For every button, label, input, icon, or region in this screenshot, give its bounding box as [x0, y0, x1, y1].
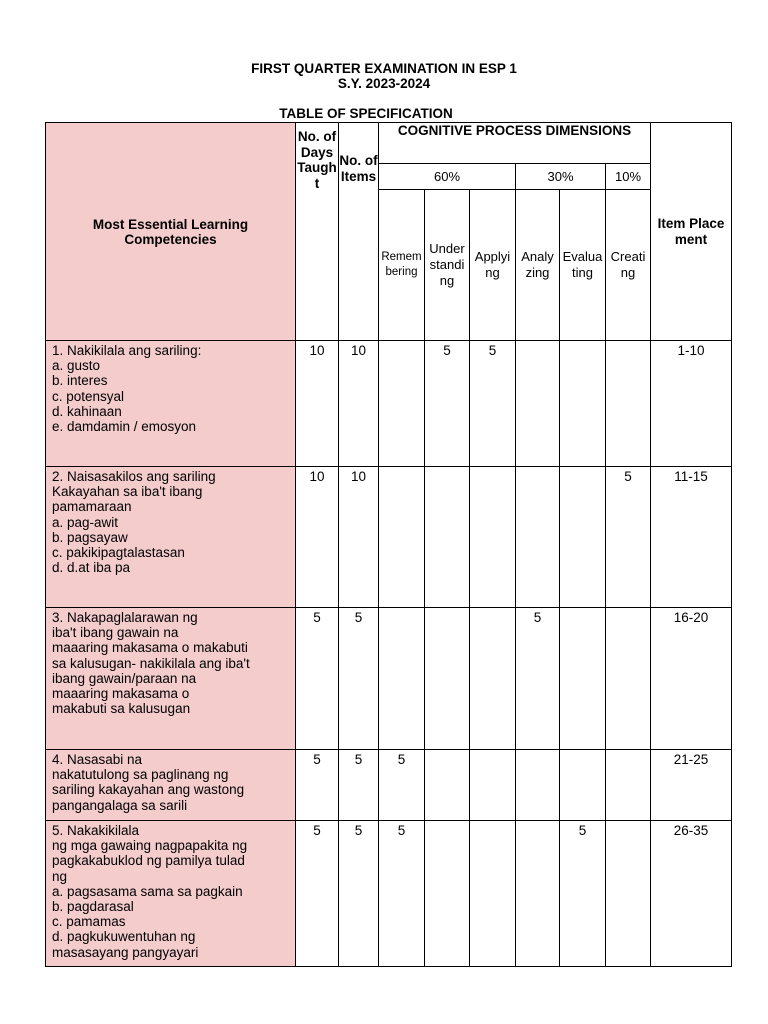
- competency-line: pamamaraan: [52, 499, 132, 515]
- header-analyzing: Analyzing: [516, 190, 560, 341]
- table-row: [46, 341, 732, 467]
- competency-cell: [46, 821, 296, 967]
- competency-line: 4. Nasasabi na: [52, 752, 143, 767]
- table-row: [46, 821, 732, 967]
- creating-cell: [606, 750, 651, 821]
- competency-line: e. damdamin / emosyon: [52, 419, 197, 435]
- competency-line: d. d.at iba pa: [52, 560, 131, 576]
- remembering-cell: [379, 608, 425, 750]
- remembering-cell: 5: [379, 821, 425, 967]
- competency-line: c. pamamas: [52, 914, 126, 930]
- understanding-cell: 5: [425, 341, 470, 467]
- header-percent-10: 10%: [606, 164, 651, 190]
- competency-line: a. pag-awit: [52, 514, 119, 530]
- analyzing-cell: [516, 467, 560, 608]
- remembering-cell: [379, 467, 425, 608]
- item-placement-cell: 11-15: [651, 467, 732, 608]
- creating-cell: [606, 608, 651, 750]
- item-placement-cell: 21-25: [651, 750, 732, 821]
- competency-line: ibang gawain/paraan na: [52, 670, 197, 686]
- understanding-cell: [425, 467, 470, 608]
- days-taught-cell: 5: [296, 608, 339, 750]
- applying-cell: 5: [470, 341, 516, 467]
- days-taught-cell: 5: [296, 821, 339, 967]
- competency-line: pagkakabuklod ng pamilya tulad: [52, 853, 245, 869]
- competency-line: c. potensyal: [52, 388, 125, 404]
- competency-line: iba't ibang gawain na: [52, 625, 179, 641]
- header-competencies: Most Essential Learning Competencies: [46, 123, 296, 341]
- specification-table: [45, 122, 732, 967]
- understanding-cell: [425, 608, 470, 750]
- competency-line: 2. Naisasakilos ang sariling: [52, 469, 216, 484]
- analyzing-cell: [516, 821, 560, 967]
- header-understanding: Understanding: [425, 190, 470, 341]
- competency-line: b. pagsayaw: [52, 529, 128, 545]
- competency-line: ng: [52, 868, 68, 884]
- header-percent-60: 60%: [379, 164, 516, 190]
- evaluating-cell: [560, 341, 606, 467]
- competency-line: 1. Nakikilala ang sariling:: [52, 343, 202, 358]
- competency-line: maaaring makasama o makabuti: [52, 640, 248, 656]
- analyzing-cell: [516, 341, 560, 467]
- no-of-items-cell: 5: [339, 821, 379, 967]
- understanding-cell: [425, 821, 470, 967]
- creating-cell: 5: [606, 467, 651, 608]
- applying-cell: [470, 608, 516, 750]
- item-placement-cell: 16-20: [651, 608, 732, 750]
- competency-line: maaaring makasama o: [52, 686, 190, 702]
- no-of-items-cell: 10: [339, 467, 379, 608]
- header-creating: Creating: [606, 190, 651, 341]
- competency-line: 5. Nakakikilala: [52, 823, 140, 838]
- header-evaluating: Evaluating: [560, 190, 606, 341]
- school-year: S.Y. 2023-2024: [337, 76, 431, 91]
- competency-line: sariling kakayahan ang wastong: [52, 782, 245, 798]
- table-row: [46, 467, 732, 608]
- header-cognitive-dimensions: COGNITIVE PROCESS DIMENSIONS: [379, 123, 651, 164]
- no-of-items-cell: 5: [339, 750, 379, 821]
- item-placement-cell: 26-35: [651, 821, 732, 967]
- remembering-cell: 5: [379, 750, 425, 821]
- days-taught-cell: 10: [296, 341, 339, 467]
- header-days-taught: No. of Days Taught: [296, 123, 339, 341]
- competency-line: a. gusto: [52, 358, 101, 374]
- evaluating-cell: [560, 608, 606, 750]
- header-no-of-items: No. of Items: [339, 123, 379, 341]
- days-taught-cell: 10: [296, 467, 339, 608]
- competency-cell: [46, 467, 296, 608]
- competency-line: pangangalaga sa sarili: [52, 797, 188, 813]
- competency-line: b. interes: [52, 373, 108, 389]
- analyzing-cell: [516, 750, 560, 821]
- creating-cell: [606, 341, 651, 467]
- creating-cell: [606, 821, 651, 967]
- competency-cell: [46, 608, 296, 750]
- competency-line: masasayang pangyayari: [52, 944, 199, 960]
- header-item-placement: Item Placement: [651, 123, 732, 341]
- competency-line: sa kalusugan- nakikilala ang iba't: [52, 655, 250, 671]
- analyzing-cell: 5: [516, 608, 560, 750]
- competency-cell: [46, 341, 296, 467]
- item-placement-cell: 1-10: [651, 341, 732, 467]
- competency-line: ng mga gawaing nagpapakita ng: [52, 838, 248, 854]
- evaluating-cell: [560, 467, 606, 608]
- no-of-items-cell: 5: [339, 608, 379, 750]
- days-taught-cell: 5: [296, 750, 339, 821]
- no-of-items-cell: 10: [339, 341, 379, 467]
- header-percent-30: 30%: [516, 164, 606, 190]
- table-row: [46, 608, 732, 750]
- competency-line: makabuti sa kalusugan: [52, 701, 191, 717]
- header-remembering: Remembering: [379, 190, 425, 341]
- competency-cell: [46, 750, 296, 821]
- applying-cell: [470, 467, 516, 608]
- table-title: TABLE OF SPECIFICATION: [279, 106, 453, 121]
- competency-line: 3. Nakapaglalarawan ng: [52, 610, 198, 625]
- competency-line: d. kahinaan: [52, 403, 122, 419]
- competency-line: d. pagkukuwentuhan ng: [52, 929, 196, 945]
- table-row: [46, 750, 732, 821]
- applying-cell: [470, 750, 516, 821]
- competency-line: b. pagdarasal: [52, 899, 134, 915]
- evaluating-cell: 5: [560, 821, 606, 967]
- exam-title: FIRST QUARTER EXAMINATION IN ESP 1: [251, 61, 517, 76]
- evaluating-cell: [560, 750, 606, 821]
- competency-line: c. pakikipagtalastasan: [52, 545, 185, 561]
- competency-line: Kakayahan sa iba't ibang: [52, 484, 203, 500]
- header-applying: Applying: [470, 190, 516, 341]
- competency-line: nakatutulong sa paglinang ng: [52, 767, 229, 783]
- remembering-cell: [379, 341, 425, 467]
- competency-rows: [46, 341, 732, 967]
- competency-line: a. pagsasama sama sa pagkain: [52, 883, 243, 899]
- applying-cell: [470, 821, 516, 967]
- understanding-cell: [425, 750, 470, 821]
